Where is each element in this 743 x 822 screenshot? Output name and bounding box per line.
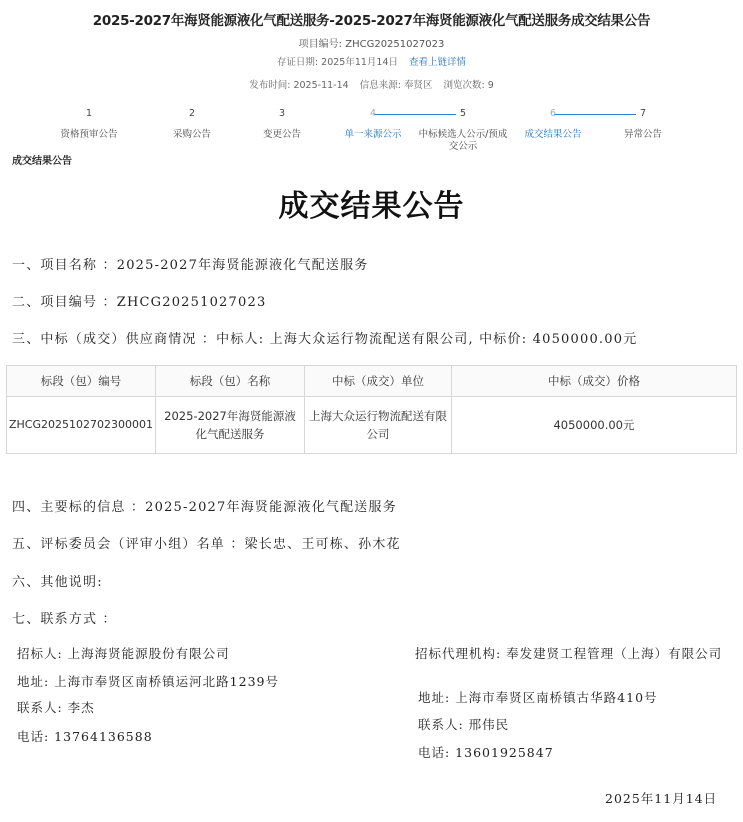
step-number: 4 <box>369 108 377 119</box>
step-label: 资格预审公告 <box>60 129 118 140</box>
buyer-phone: 电话: 13764136588 <box>17 729 153 744</box>
project-number-row <box>0 35 743 50</box>
step-number: 3 <box>278 108 286 119</box>
step-number: 7 <box>639 108 647 119</box>
table-header-row <box>7 366 737 397</box>
step-number: 1 <box>85 108 93 119</box>
table-header-cell: 标段（包）编号 <box>7 366 156 397</box>
step-number: 5 <box>459 108 467 119</box>
section-label: 成交结果公告 <box>12 156 72 167</box>
step-number: 6 <box>549 108 557 119</box>
step-exception[interactable] <box>588 107 698 141</box>
step-label: 单一来源公示 <box>344 129 402 140</box>
table-header-cell: 中标（成交）单位 <box>305 366 452 397</box>
view-count: 浏览次数: 9 <box>443 80 494 91</box>
supplier-info-line: 三、中标（成交）供应商情况 ：中标人: 上海大众运行物流配送有限公司, 中标价: 4050000.00元 <box>12 332 638 347</box>
archive-date-row <box>0 54 743 68</box>
archive-date-label: 存证日期: <box>276 57 319 68</box>
winning-price-cell: 4050000.00元 <box>452 397 737 454</box>
table-header-cell: 标段（包）名称 <box>156 366 305 397</box>
view-chain-details-link[interactable]: 查看上链详情 <box>409 57 467 68</box>
info-source: 信息来源: 奉贤区 <box>359 80 433 91</box>
buyer-org: 招标人: 上海海贤能源股份有限公司 <box>17 646 230 661</box>
lot-code-cell: ZHCG2025102702300001 <box>7 397 156 454</box>
lot-name-cell: 2025-2027年海贤能源液化气配送服务 <box>156 397 305 454</box>
agency-address: 地址: 上海市奉贤区南桥镇古华路410号 <box>418 690 658 705</box>
project-number-value: ZHCG20251027023 <box>345 39 445 50</box>
table-row <box>7 397 737 454</box>
page-title: 2025-2027年海贤能源液化气配送服务-2025-2027年海贤能源液化气配送服务成交结果公告 <box>92 13 651 29</box>
contact-heading-line: 七、联系方式 ： <box>12 612 117 627</box>
signature-date: 2025年11月14日 <box>605 791 718 806</box>
buyer-contact-person: 联系人: 李杰 <box>17 700 95 715</box>
publish-info-row <box>0 77 743 91</box>
winning-unit-cell: 上海大众运行物流配送有限公司 <box>305 397 452 454</box>
step-number: 2 <box>188 108 196 119</box>
process-stepper <box>0 107 743 157</box>
project-number-label: 项目编号: <box>298 39 343 50</box>
agency-phone: 电话: 13601925847 <box>418 745 554 760</box>
publish-time: 发布时间: 2025-11-14 <box>249 80 349 91</box>
step-label: 变更公告 <box>262 129 301 140</box>
agency-contact-person: 联系人: 邢伟民 <box>418 717 510 732</box>
buyer-address: 地址: 上海市奉贤区南桥镇运河北路1239号 <box>17 674 279 689</box>
document-title: 成交结果公告 <box>278 189 465 224</box>
step-prequalification[interactable] <box>34 107 144 141</box>
step-label: 成交结果公告 <box>524 129 582 140</box>
step-label: 异常公告 <box>623 129 662 140</box>
step-label: 中标候选人公示/预成交公示 <box>418 129 508 152</box>
result-table <box>6 365 737 454</box>
agency-org: 招标代理机构: 奉发建贤工程管理（上海）有限公司 <box>415 646 723 661</box>
archive-date-value: 2025年11月14日 <box>321 57 399 68</box>
step-label: 采购公告 <box>172 129 211 140</box>
other-notes-line: 六、其他说明: <box>12 575 103 590</box>
committee-line: 五、评标委员会（评审小组）名单 ：梁长忠、王可栋、孙木花 <box>12 537 401 552</box>
table-header-cell: 中标（成交）价格 <box>452 366 737 397</box>
main-subject-line: 四、主要标的信息 ：2025-2027年海贤能源液化气配送服务 <box>12 500 397 515</box>
project-name-line: 一、项目名称 ：2025-2027年海贤能源液化气配送服务 <box>12 258 369 273</box>
project-number-line: 二、项目编号 ：ZHCG20251027023 <box>12 295 267 310</box>
